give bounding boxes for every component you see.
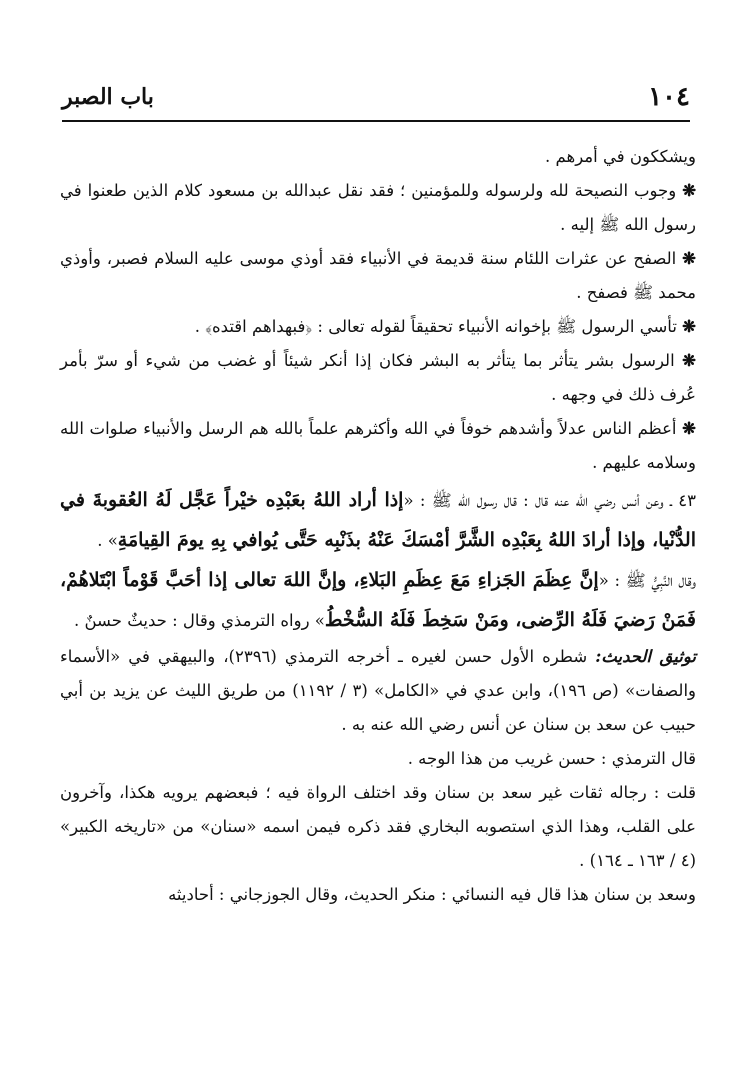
tawthiq-heading: توثيق الحديث: — [595, 647, 696, 666]
page-number: ١٠٤ — [648, 82, 690, 112]
saad-paragraph: وسعد بن سنان هذا قال فيه النسائي : منكر الحديث، وقال الجوزجاني : أحاديثه — [168, 885, 696, 904]
bullet-icon: ❋ — [682, 317, 696, 336]
hadith-text: إنَّ عِظَمَ الجَزاءِ مَعَ عِظَمِ البَلاءِ، وإنَّ اللهَ تعالى إذا أحَبَّ قَوْماً ابْتَلاهُمْ، فَمَنْ رَضيَ فَلَهُ الرِّضى، ومَنْ سَخِطَ فَلَهُ السُّخْطُ — [60, 569, 696, 631]
bullet-text: الصفح عن عثرات اللئام سنة قديمة في الأنبياء فقد أوذي موسى عليه السلام فصبر، وأوذي محمد ﷺ فصفح . — [60, 249, 696, 302]
bullet-text: تأسي الرسول ﷺ بإخوانه الأنبياء تحقيقاً لقوله تعالى : ﴿فبهداهم اقتده﴾ . — [194, 317, 677, 336]
hadith-intro: ٤٣ ـ وعن أنس رضي الله عنه قال : قال رسول الله ﷺ : « — [403, 491, 696, 510]
bullet-text: وجوب النصيحة لله ولرسوله وللمؤمنين ؛ فقد نقل عبدالله بن مسعود كلام الذين طعنوا في رسول الله ﷺ إليه . — [60, 181, 696, 234]
bullet-text: أعظم الناس عدلاً وأشدهم خوفاً في الله وأكثرهم علماً بالله هم الرسل والأنبياء صلوات الله وسلامه عليهم . — [60, 419, 696, 472]
hadith-close: » . — [97, 531, 118, 550]
bullet-point — [60, 174, 696, 242]
page-header — [62, 82, 690, 122]
qult-paragraph: قلت : رجاله ثقات غير سعد بن سنان وقد اختلف الرواة فيه ؛ فبعضهم يرويه هكذا، وآخرون على القلب، وهذا الذي استصوبه البخاري فقد ذكره فيمن اسمه «سنان» من «تاريخه الكبير» (٤ / ١٦٣ ـ ١٦٤) . — [60, 783, 696, 870]
bullet-icon: ❋ — [682, 419, 696, 438]
text-line: ويشككون في أمرهم . — [545, 147, 696, 166]
header-divider — [62, 120, 690, 122]
hadith-second — [60, 560, 696, 640]
bullet-point — [60, 344, 696, 412]
hadith-source: » رواه الترمذي وقال : حديثٌ حسنٌ . — [73, 611, 325, 630]
bullet-icon: ❋ — [682, 351, 696, 370]
bullet-point — [60, 412, 696, 480]
bullet-point — [60, 310, 696, 344]
hadith-intro: وقال النَّبِيُّ ﷺ : « — [598, 571, 696, 590]
hadith-text: إذا أراد اللهُ بعَبْدِه خيْراً عَجَّل لَهُ العُقوبةَ في الدُّنْيا، وإذا أرادَ اللهُ بِعَبْدِه الشَّرَّ أمْسَكَ عَنْهُ بذَنْبِه حَتَّى يُوافي بِهِ يومَ القِيامَةِ — [60, 489, 696, 551]
tawthiq-paragraph — [60, 640, 696, 742]
chapter-title: باب الصبر — [62, 84, 154, 110]
bullet-icon: ❋ — [682, 249, 696, 268]
bullet-text: الرسول بشر يتأثر بما يتأثر به البشر فكان إذا أنكر شيئاً أو غضب من شيء أو سرّ بأمر عُرف ذلك في وجهه . — [60, 351, 696, 404]
bullet-point — [60, 242, 696, 310]
hadith-43 — [60, 480, 696, 560]
bullet-icon: ❋ — [682, 181, 697, 200]
tirmidhi-note: قال الترمذي : حسن غريب من هذا الوجه . — [407, 749, 696, 768]
tawthiq-text: شطره الأول حسن لغيره ـ أخرجه الترمذي (٢٣٩٦)، والبيهقي في «الأسماء والصفات» (ص ١٩٦)، وابن عدي في «الكامل» (٣ / ١١٩٢) من طريق الليث عن يزيد بن أبي حبيب عن سعد بن سنان عن أنس رضي الله عنه به . — [60, 647, 696, 734]
page-body — [60, 140, 696, 912]
